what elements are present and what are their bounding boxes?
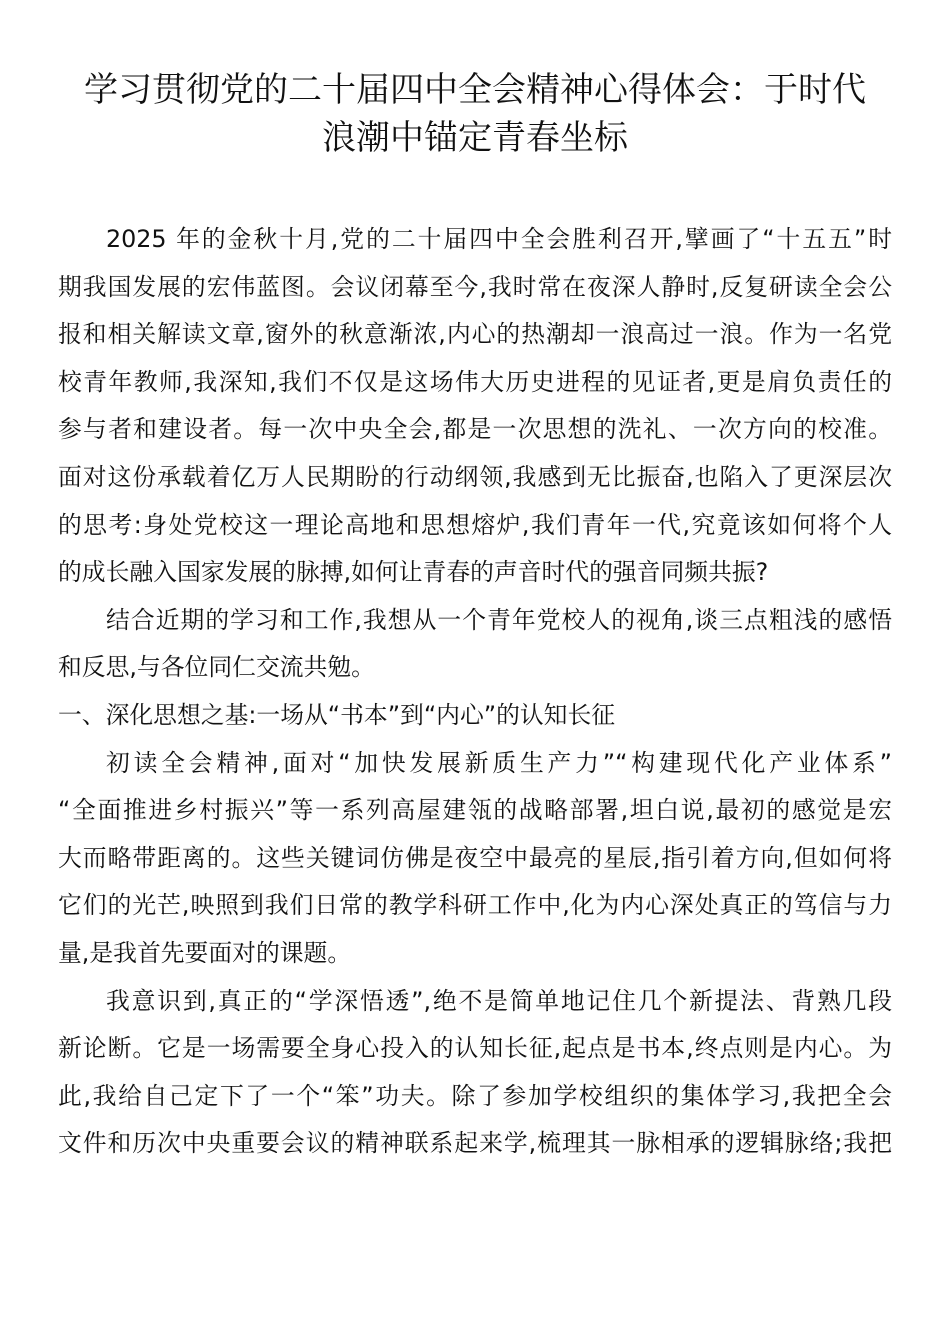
paragraph-line: 结合近期的学习和工作,我想从一个青年党校人的视角,谈三点粗浅的感悟 <box>106 605 892 634</box>
paragraph-line: 的成长融入国家发展的脉搏,如何让青春的声音时代的强音同频共振? <box>58 558 769 587</box>
paragraph-line: 期我国发展的宏伟蓝图。会议闭幕至今,我时常在夜深人静时,反复研读全会公 <box>58 272 892 301</box>
paragraph-line: 此,我给自己定下了一个“笨”功夫。除了参加学校组织的集体学习,我把全会 <box>58 1081 892 1110</box>
paragraph-line: 的思考:身处党校这一理论高地和思想熔炉,我们青年一代,究竟该如何将个人 <box>58 510 892 539</box>
section-heading: 一、深化思想之基:一场从“书本”到“内心”的认知长征 <box>58 700 616 729</box>
paragraph-line: 文件和历次中央重要会议的精神联系起来学,梳理其一脉相承的逻辑脉络;我把 <box>58 1129 892 1158</box>
title-line-1: 学习贯彻党的二十届四中全会精神心得体会：于时代 <box>84 70 866 110</box>
paragraph-line: 我意识到,真正的“学深悟透”,绝不是简单地记住几个新提法、背熟几段 <box>106 986 892 1015</box>
paragraph-line: 它们的光芒,映照到我们日常的教学科研工作中,化为内心深处真正的笃信与力 <box>58 891 892 920</box>
paragraph-line: 报和相关解读文章,窗外的秋意渐浓,内心的热潮却一浪高过一浪。作为一名党 <box>58 320 892 349</box>
paragraph-line: 新论断。它是一场需要全身心投入的认知长征,起点是书本,终点则是内心。为 <box>58 1034 892 1063</box>
document-body <box>58 216 892 1168</box>
paragraph-line: 2025 年的金秋十月,党的二十届四中全会胜利召开,擘画了“十五五”时 <box>106 225 892 253</box>
paragraph-line: 参与者和建设者。每一次中央全会,都是一次思想的洗礼、一次方向的校准。 <box>58 415 892 444</box>
paragraph-line: “全面推进乡村振兴”等一系列高屋建瓴的战略部署,坦白说,最初的感觉是宏 <box>58 796 892 825</box>
paragraph-line: 初读全会精神,面对“加快发展新质生产力”“构建现代化产业体系” <box>106 748 892 777</box>
document-title <box>58 66 892 162</box>
title-line-2: 浪潮中锚定青春坐标 <box>322 118 628 158</box>
paragraph-line: 校青年教师,我深知,我们不仅是这场伟大历史进程的见证者,更是肩负责任的 <box>58 367 892 396</box>
paragraph-line: 量,是我首先要面对的课题。 <box>58 938 352 967</box>
paragraph-line: 大而略带距离的。这些关键词仿佛是夜空中最亮的星辰,指引着方向,但如何将 <box>58 843 892 872</box>
paragraph-line: 和反思,与各位同仁交流共勉。 <box>58 653 375 682</box>
paragraph-line: 面对这份承载着亿万人民期盼的行动纲领,我感到无比振奋,也陷入了更深层次 <box>58 462 892 491</box>
